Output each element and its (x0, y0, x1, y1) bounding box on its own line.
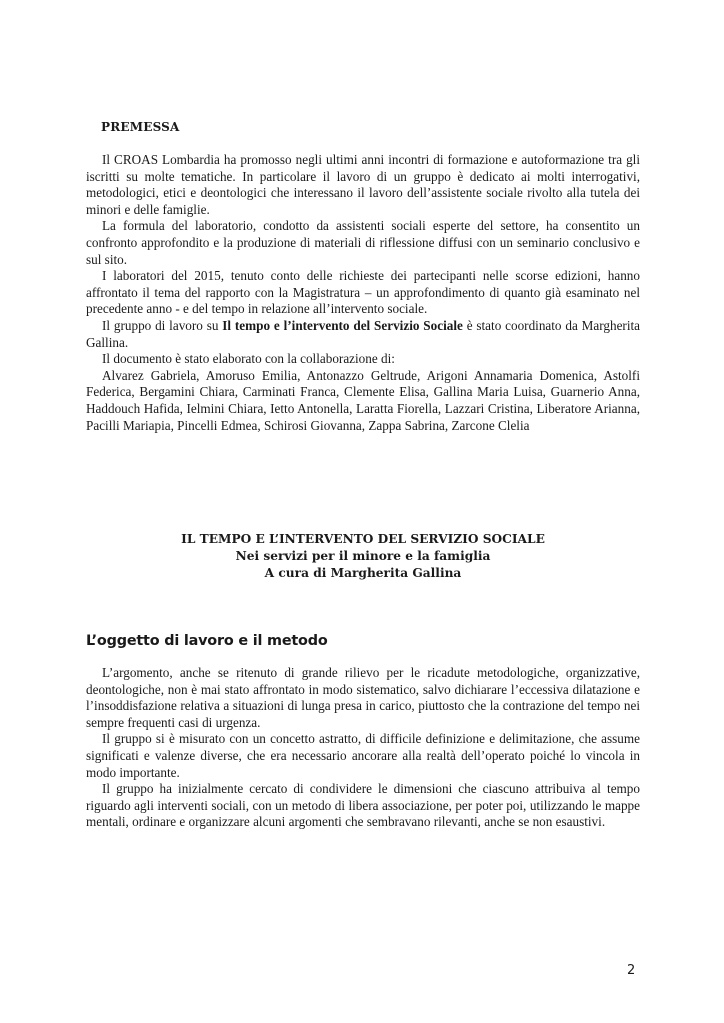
premessa-paragraph-3: I laboratori del 2015, tenuto conto delle richieste dei partecipanti nelle scorse edizioni, hanno affrontato il tema del rapporto con la Magistratura – un approfondimento di quanto già esaminato nel precedente anno - e del tempo in relazione all’intervento sociale. (86, 268, 640, 317)
premessa-paragraph-2: La formula del laboratorio, condotto da assistenti sociali esperte del settore, ha consentito un confronto approfondito e la produzione di materiali di riflessione diffusi con un seminario conclusivo e sul sito. (86, 218, 640, 267)
document-title: IL TEMPO E L’INTERVENTO DEL SERVIZIO SOCIALE (181, 532, 545, 546)
premessa-paragraph-coordination (86, 318, 640, 351)
page-number: 2 (627, 963, 636, 978)
section-paragraph-3: Il gruppo ha inizialmente cercato di condividere le dimensioni che ciascuno attribuiva al tempo riguardo agli interventi sociali, con un metodo di libera associazione, per poter poi, utilizzando le mappe mentali, ordinare e organizzare alcuni argomenti che sembravano rilevanti, anche se non esaustivi. (86, 781, 640, 830)
section-heading: L’oggetto di lavoro e il metodo (86, 633, 328, 649)
section-paragraph-1: L’argomento, anche se ritenuto di grande rilievo per le ricadute metodologiche, organizzative, deontologiche, non è mai stato affrontato in modo sistematico, salvo dichiarare l’eccessiva dilatazione e l’insoddisfazione relativa a situazioni di lunga presa in carico, piuttosto che la contrazione del tempo nei sempre frequenti casi di urgenza. (86, 665, 640, 730)
premessa-heading: PREMESSA (101, 120, 180, 134)
group-title-bold: Il tempo e l’intervento del Servizio Sociale (222, 317, 463, 333)
section-paragraph-2: Il gruppo si è misurato con un concetto astratto, di difficile definizione e delimitazione, che assume significati e valenze diverse, che era necessario ancorare alla realtà dell’operato poiché lo vincola in modo importante. (86, 731, 640, 780)
coordination-text-before: Il gruppo di lavoro su (102, 317, 223, 333)
premessa-paragraph-1: Il CROAS Lombardia ha promosso negli ultimi anni incontri di formazione e autoformazione tra gli iscritti su molte tematiche. In particolare il lavoro di un gruppo è dedicato ai molti interrogativi, metodologici, etici e deontologici che interessano il lavoro dell’assistente sociale rivolto alla tutela dei minori e delle famiglie. (86, 152, 640, 217)
document-subtitle: Nei servizi per il minore e la famiglia (235, 549, 491, 563)
document-title-block (86, 531, 640, 582)
premessa-body (86, 152, 640, 434)
document-author-line: A cura di Margherita Gallina (264, 566, 462, 580)
section-body (86, 665, 640, 831)
collaborators-list: Alvarez Gabriela, Amoruso Emilia, Antonazzo Geltrude, Arigoni Annamaria Domenica, Astolfi Federica, Bergamini Chiara, Carminati Franca, Clemente Elisa, Gallina Maria Luisa, Guarnerio Anna, Haddouch Hafida, Ielmini Chiara, Ietto Antonella, Laratta Fiorella, Lazzari Cristina, Liberatore Arianna, Pacilli Mariapia, Pincelli Edmea, Schirosi Giovanna, Zappa Sabrina, Zarcone Clelia (86, 367, 640, 433)
coordination-text-after: è stato coordinato da Margherita Gallina. (86, 317, 640, 350)
premessa-paragraph-collaboration: Il documento è stato elaborato con la collaborazione di: (102, 351, 395, 367)
